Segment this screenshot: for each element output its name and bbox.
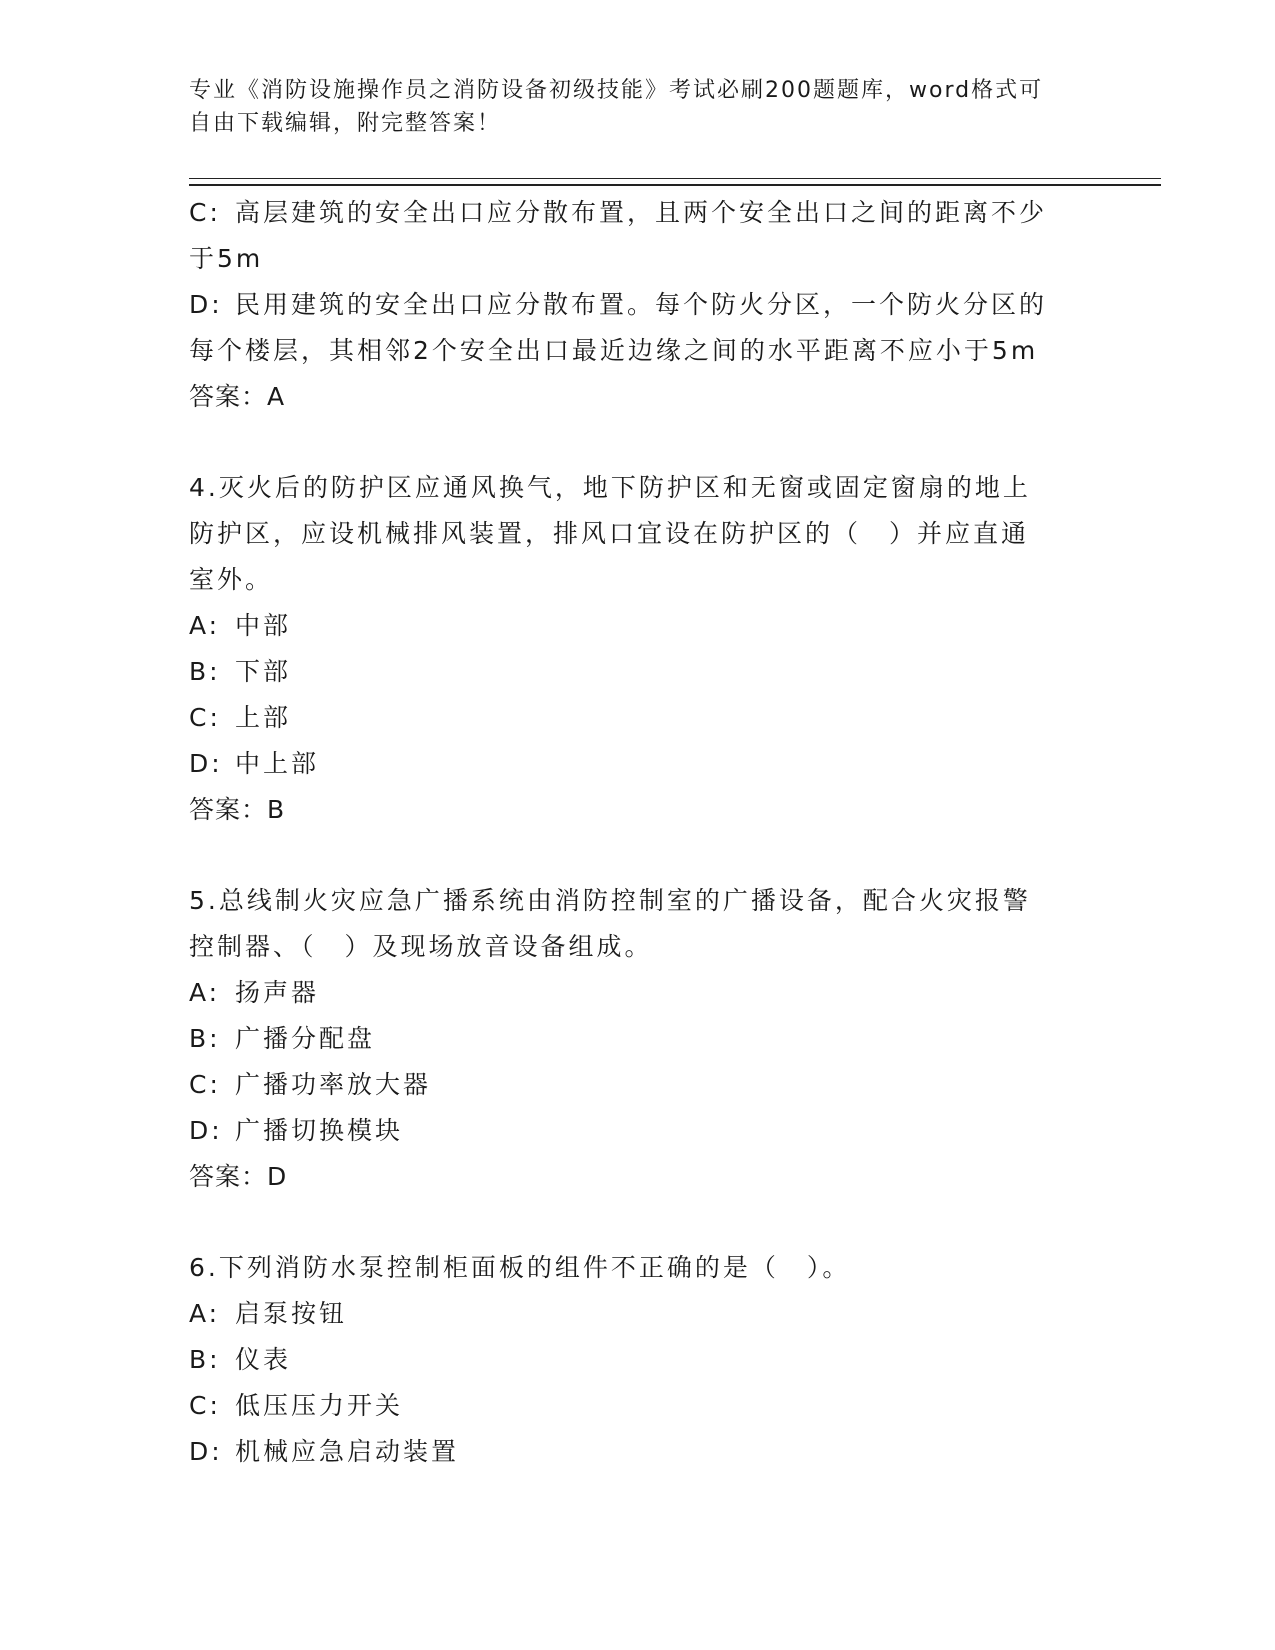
- question-list: [189, 190, 1089, 1475]
- option-b: [189, 649, 1089, 695]
- option-text: 机械应急启动装置: [235, 1437, 460, 1466]
- option-c: [189, 695, 1089, 741]
- option-label: C:: [189, 198, 221, 227]
- option-b: [189, 1337, 1089, 1383]
- question-stem: 4.灭火后的防护区应通风换气，地下防护区和无窗或固定窗扇的地上: [189, 473, 1031, 502]
- option-a: [189, 970, 1089, 1016]
- question-6: [189, 1245, 1089, 1475]
- option-d: [189, 1429, 1089, 1475]
- option-d: [189, 741, 1089, 787]
- question-stem: 5.总线制火灾应急广播系统由消防控制室的广播设备，配合火灾报警: [189, 886, 1031, 915]
- option-text: 广播切换模块: [235, 1116, 404, 1145]
- option-text: 中上部: [235, 749, 320, 778]
- answer: 答案：A: [189, 382, 286, 411]
- option-text: 低压压力开关: [235, 1391, 404, 1420]
- option-d-continued: 每个楼层，其相邻2个安全出口最近边缘之间的水平距离不应小于5m: [189, 336, 1039, 365]
- option-label: A:: [189, 611, 221, 640]
- option-text: 扬声器: [235, 978, 320, 1007]
- option-text: 仪表: [235, 1345, 292, 1374]
- option-label: B:: [189, 1345, 221, 1374]
- question-4: [189, 465, 1089, 833]
- answer: 答案：D: [189, 1162, 288, 1191]
- question-stem: 室外。: [189, 565, 274, 594]
- previous-question: [189, 190, 1089, 420]
- option-b: [189, 1016, 1089, 1062]
- option-label: C:: [189, 1391, 221, 1420]
- document-header: [189, 74, 1089, 140]
- option-label: A:: [189, 978, 221, 1007]
- header-line-2: 自由下载编辑，附完整答案！: [189, 111, 502, 136]
- option-label: D:: [189, 290, 223, 319]
- option-text: 启泵按钮: [235, 1299, 348, 1328]
- option-c-continued: 于5m: [189, 244, 264, 273]
- spacer: [189, 420, 1089, 465]
- option-text: 广播功率放大器: [235, 1070, 432, 1099]
- option-text: 下部: [235, 657, 292, 686]
- spacer: [189, 833, 1089, 878]
- option-text: 广播分配盘: [235, 1024, 376, 1053]
- option-d: [189, 1108, 1089, 1154]
- option-label: D:: [189, 1437, 223, 1466]
- option-label: B:: [189, 657, 221, 686]
- header-line-1: 专业《消防设施操作员之消防设备初级技能》考试必刷200题题库，word格式可: [189, 78, 1044, 103]
- option-label: B:: [189, 1024, 221, 1053]
- option-label: D:: [189, 749, 223, 778]
- answer: 答案：B: [189, 795, 286, 824]
- option-label: A:: [189, 1299, 221, 1328]
- option-c: [189, 190, 1089, 236]
- option-text: 民用建筑的安全出口应分散布置。每个防火分区，一个防火分区的: [235, 290, 1048, 319]
- option-text: 中部: [235, 611, 292, 640]
- question-5: [189, 878, 1089, 1200]
- option-a: [189, 1291, 1089, 1337]
- option-a: [189, 603, 1089, 649]
- option-c: [189, 1383, 1089, 1429]
- option-text: 上部: [235, 703, 292, 732]
- option-label: D:: [189, 1116, 223, 1145]
- question-stem: 防护区，应设机械排风装置，排风口宜设在防护区的（ ）并应直通: [189, 519, 1030, 548]
- header-divider: [189, 178, 1161, 186]
- option-d: [189, 282, 1089, 328]
- option-label: C:: [189, 1070, 221, 1099]
- option-c: [189, 1062, 1089, 1108]
- option-text: 高层建筑的安全出口应分散布置，且两个安全出口之间的距离不少: [235, 198, 1048, 227]
- question-stem: 6.下列消防水泵控制柜面板的组件不正确的是（ ）。: [189, 1253, 851, 1282]
- question-stem: 控制器、（ ）及现场放音设备组成。: [189, 932, 653, 961]
- spacer: [189, 1200, 1089, 1245]
- option-label: C:: [189, 703, 221, 732]
